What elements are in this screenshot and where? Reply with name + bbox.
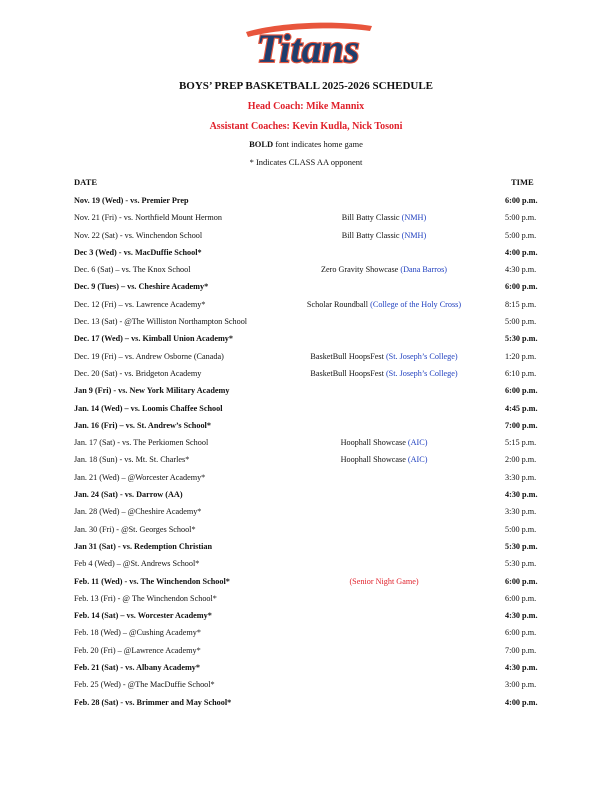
game-time: 5:15 p.m.: [505, 438, 537, 448]
event-venue: (AIC): [407, 455, 428, 465]
game-matchup: Feb. 11 (Wed) - vs. The Winchendon School*: [74, 576, 230, 586]
schedule-row: [0, 642, 612, 659]
class-aa-note: * Indicates CLASS AA opponent: [249, 157, 363, 167]
game-matchup: Jan. 21 (Wed) – @Worcester Academy*: [74, 472, 206, 482]
event-info: [250, 261, 518, 278]
page-title: BOYS’ PREP BASKETBALL 2025-2026 SCHEDULE: [178, 80, 434, 92]
schedule-row: [0, 192, 612, 209]
titans-logo: [240, 14, 376, 72]
game-time: 4:30 p.m.: [505, 265, 537, 275]
event-info: [250, 209, 518, 226]
game-matchup: Jan. 24 (Sat) - vs. Darrow (AA): [74, 490, 183, 500]
game-time: 5:00 p.m.: [505, 317, 537, 327]
game-matchup: Feb. 28 (Sat) - vs. Brimmer and May School*: [74, 697, 232, 707]
game-matchup: Feb. 25 (Wed) - @The MacDuffie School*: [74, 680, 215, 690]
head-coach: Head Coach: Mike Mannix: [247, 101, 365, 112]
game-matchup: Dec. 19 (Fri) – vs. Andrew Osborne (Canada): [74, 351, 224, 361]
event-info: [250, 434, 518, 451]
logo-wordmark: Titans: [256, 26, 360, 71]
home-game-note-text: font indicates home game: [273, 139, 363, 149]
game-time: 3:00 p.m.: [505, 680, 537, 690]
game-time: 5:30 p.m.: [505, 559, 537, 569]
game-time: 3:30 p.m.: [505, 472, 537, 482]
schedule-row: [0, 209, 612, 226]
event-venue: (St. Joseph’s College): [385, 351, 458, 361]
schedule-row: [0, 451, 612, 468]
schedule-row: [0, 434, 612, 451]
game-time: 4:30 p.m.: [505, 490, 538, 500]
event-name: Scholar Roundball: [306, 299, 371, 309]
event-venue: (St. Joseph’s College): [385, 368, 458, 378]
game-time: 4:30 p.m.: [505, 663, 538, 673]
game-matchup: Jan. 14 (Wed) – vs. Loomis Chaffee School: [74, 403, 223, 413]
game-time: 3:30 p.m.: [505, 507, 537, 517]
schedule-row: [0, 296, 612, 313]
event-venue: (NMH): [401, 213, 427, 223]
game-time: 2:00 p.m.: [505, 455, 537, 465]
schedule-row: [0, 313, 612, 330]
game-time: 4:00 p.m.: [505, 697, 538, 707]
schedule-row: [0, 521, 612, 538]
game-time: 6:00 p.m.: [505, 593, 537, 603]
event-name: Bill Batty Classic: [341, 213, 402, 223]
schedule-row: [0, 382, 612, 399]
bold-word: BOLD: [249, 139, 274, 149]
schedule-row: [0, 659, 612, 676]
schedule-row: [0, 348, 612, 365]
event-info: [250, 573, 518, 590]
game-matchup: Jan. 30 (Fri) - @St. Georges School*: [74, 524, 196, 534]
game-matchup: Dec. 12 (Fri) – vs. Lawrence Academy*: [74, 299, 206, 309]
event-name: Bill Batty Classic: [341, 230, 402, 240]
game-time: 6:00 p.m.: [505, 628, 537, 638]
event-info: [250, 365, 518, 382]
game-time: 5:00 p.m.: [505, 524, 537, 534]
game-matchup: Nov. 19 (Wed) - vs. Premier Prep: [74, 196, 189, 205]
game-time: 7:00 p.m.: [505, 645, 537, 655]
event-venue: (AIC): [407, 438, 428, 448]
event-info: [250, 348, 518, 365]
game-time: 8:15 p.m.: [505, 299, 537, 309]
game-matchup: Jan. 16 (Fri) – vs. St. Andrew’s School*: [74, 420, 211, 430]
game-time: 6:00 p.m.: [505, 576, 538, 586]
game-matchup: Jan 9 (Fri) - vs. New York Military Academy: [74, 386, 230, 396]
time-column-header: TIME: [511, 177, 534, 187]
game-matchup: Jan. 18 (Sun) - vs. Mt. St. Charles*: [74, 455, 190, 465]
event-info: [250, 227, 518, 244]
schedule-row: [0, 227, 612, 244]
schedule-row: [0, 694, 612, 711]
home-game-note: [0, 139, 612, 149]
event-info: [250, 296, 518, 313]
game-time: 6:00 p.m.: [505, 282, 538, 292]
game-matchup: Feb. 18 (Wed) – @Cushing Academy*: [74, 628, 201, 638]
game-matchup: Feb. 21 (Sat) - vs. Albany Academy*: [74, 663, 200, 673]
schedule-row: [0, 278, 612, 295]
game-matchup: Dec. 13 (Sat) - @The Williston Northampton School: [74, 317, 248, 327]
game-time: 5:30 p.m.: [505, 334, 538, 344]
game-matchup: Dec. 9 (Tues) – vs. Cheshire Academy*: [74, 282, 209, 292]
schedule-list: [0, 192, 612, 711]
event-name: Hoophall Showcase: [340, 438, 408, 448]
schedule-row: [0, 503, 612, 520]
schedule-row: [0, 607, 612, 624]
game-time: 1:20 p.m.: [505, 351, 537, 361]
game-matchup: Dec. 6 (Sat) – vs. The Knox School: [74, 265, 191, 275]
special-event: (Senior Night Game): [349, 576, 419, 586]
schedule-row: [0, 330, 612, 347]
event-venue: (College of the Holy Cross): [370, 299, 462, 309]
schedule-row: [0, 555, 612, 572]
schedule-row: [0, 261, 612, 278]
schedule-row: [0, 417, 612, 434]
game-time: 5:00 p.m.: [505, 213, 537, 223]
game-matchup: Jan. 17 (Sat) - vs. The Perkiomen School: [74, 438, 209, 448]
schedule-row: [0, 400, 612, 417]
schedule-row: [0, 590, 612, 607]
game-matchup: Dec. 17 (Wed) – vs. Kimball Union Academy*: [74, 334, 233, 344]
game-time: 6:10 p.m.: [505, 368, 537, 378]
event-name: Zero Gravity Showcase: [321, 265, 401, 275]
schedule-row: [0, 469, 612, 486]
game-time: 6:00 p.m.: [505, 386, 538, 396]
event-venue: (NMH): [401, 230, 427, 240]
game-time: 5:30 p.m.: [505, 541, 538, 551]
assistant-coaches: Assistant Coaches: Kevin Kudla, Nick Tosoni: [209, 121, 403, 132]
game-matchup: Dec. 20 (Sat) - vs. Bridgeton Academy: [74, 368, 202, 378]
game-time: 4:30 p.m.: [505, 611, 538, 621]
game-time: 5:00 p.m.: [505, 230, 537, 240]
schedule-row: [0, 538, 612, 555]
schedule-row: [0, 676, 612, 693]
game-time: 4:00 p.m.: [505, 247, 538, 257]
schedule-row: [0, 244, 612, 261]
schedule-row: [0, 365, 612, 382]
event-name: BasketBull HoopsFest: [310, 368, 386, 378]
event-info: [250, 451, 518, 468]
schedule-row: [0, 624, 612, 641]
game-matchup: Feb 4 (Wed) – @St. Andrews School*: [74, 559, 200, 569]
game-matchup: Feb. 20 (Fri) – @Lawrence Academy*: [74, 645, 201, 655]
event-name: BasketBull HoopsFest: [310, 351, 386, 361]
event-name: Hoophall Showcase: [340, 455, 408, 465]
game-time: 7:00 p.m.: [505, 420, 538, 430]
game-matchup: Jan. 28 (Wed) – @Cheshire Academy*: [74, 507, 202, 517]
game-time: 6:00 p.m.: [505, 196, 538, 205]
game-matchup: Jan 31 (Sat) - vs. Redemption Christian: [74, 541, 213, 551]
game-matchup: Feb. 14 (Sat) – vs. Worcester Academy*: [74, 611, 212, 621]
schedule-row: [0, 486, 612, 503]
event-venue: (Dana Barros): [400, 265, 447, 275]
game-time: 4:45 p.m.: [505, 403, 538, 413]
date-column-header: DATE: [74, 177, 97, 187]
game-matchup: Nov. 21 (Fri) - vs. Northfield Mount Hermon: [74, 213, 222, 223]
game-matchup: Dec 3 (Wed) - vs. MacDuffie School*: [74, 247, 202, 257]
game-matchup: Feb. 13 (Fri) - @ The Winchendon School*: [74, 593, 217, 603]
schedule-row: [0, 573, 612, 590]
game-matchup: Nov. 22 (Sat) - vs. Winchendon School: [74, 230, 203, 240]
